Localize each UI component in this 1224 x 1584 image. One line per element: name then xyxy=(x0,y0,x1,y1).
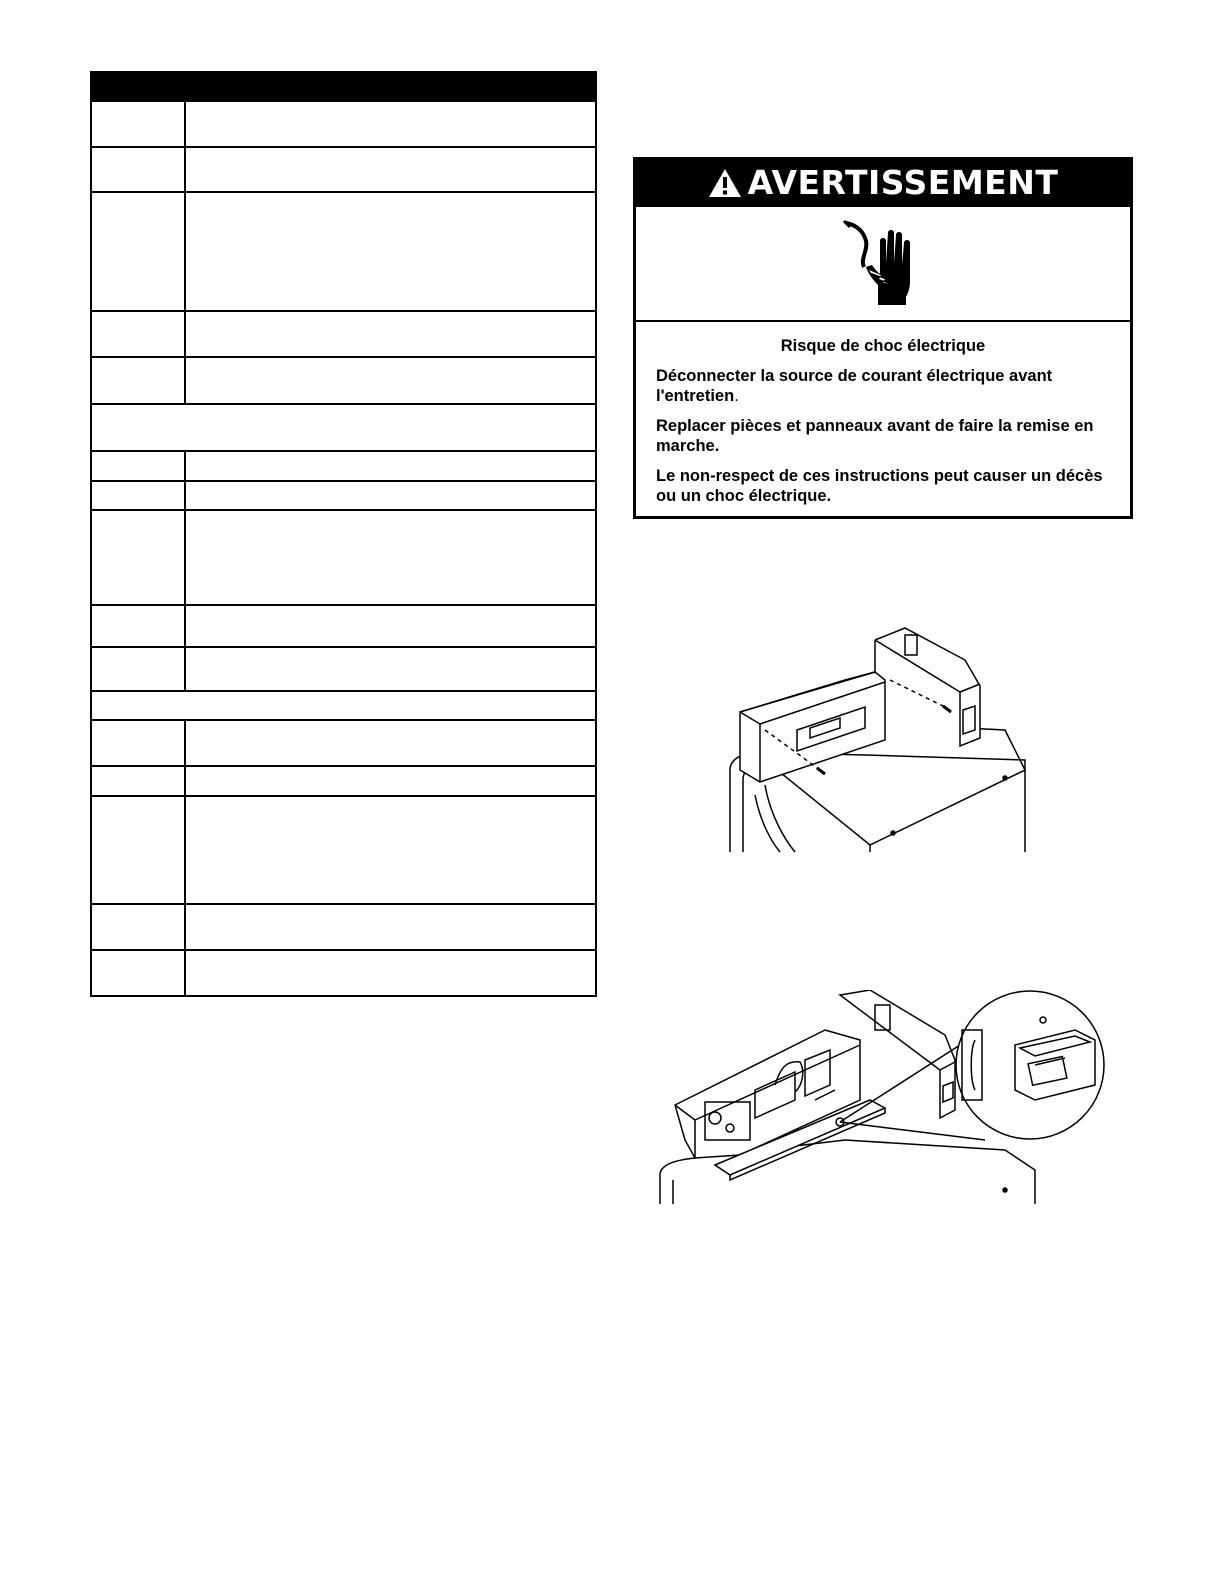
table-row xyxy=(92,905,595,951)
table-row xyxy=(92,358,595,405)
warning-subtitle: Risque de choc électrique xyxy=(780,337,986,355)
warning-header xyxy=(636,160,1130,205)
table-row xyxy=(92,606,595,648)
warning-line-disconnect: Déconnecter la source de courant électrique avant l'entretien. xyxy=(656,367,1053,405)
table-row xyxy=(92,102,595,148)
table-row xyxy=(92,193,595,312)
warning-triangle-icon xyxy=(708,168,742,198)
dryer-console-removal-illustration xyxy=(725,620,1035,856)
table-row xyxy=(92,452,595,482)
table-row xyxy=(92,951,595,995)
parts-table xyxy=(90,71,597,997)
warning-title: AVERTISSEMENT xyxy=(747,163,1059,202)
table-header-bar xyxy=(90,71,597,102)
warning-text xyxy=(636,322,1130,506)
table-row xyxy=(92,148,595,193)
warning-line-consequence: Le non-respect de ces instructions peut causer un décès ou un choc électrique. xyxy=(656,467,1103,505)
table-row xyxy=(92,797,595,905)
electric-shock-hand-icon xyxy=(838,219,928,309)
table-row xyxy=(92,312,595,358)
table-row xyxy=(92,648,595,692)
dryer-console-open-detail-illustration xyxy=(655,990,1110,1208)
table-row xyxy=(92,511,595,606)
table-section-row xyxy=(92,692,595,721)
table-body xyxy=(90,102,597,997)
table-section-row xyxy=(92,405,595,452)
warning-box xyxy=(633,157,1133,519)
warning-line-replace: Replacer pièces et panneaux avant de faire la remise en marche. xyxy=(656,417,1094,455)
table-row xyxy=(92,767,595,797)
table-row xyxy=(92,721,595,767)
table-row xyxy=(92,482,595,511)
warning-icon-area xyxy=(636,205,1130,322)
